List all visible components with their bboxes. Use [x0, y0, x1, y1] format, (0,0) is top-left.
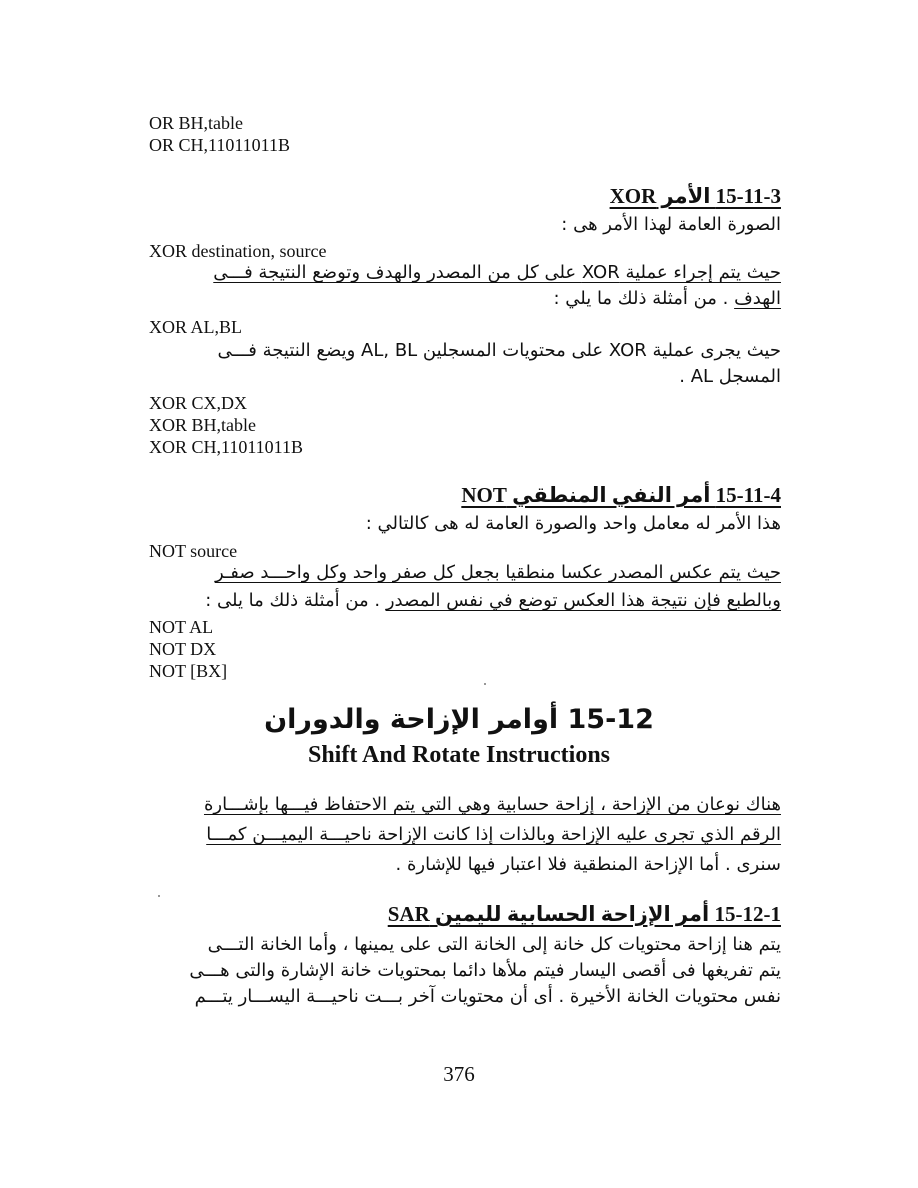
sar-paragraph-line1: يتم هنا إزاحة محتويات كل خانة إلى الخانة التى على يمينها ، وأما الخانة التـــى — [207, 934, 781, 955]
xor-syntax: XOR destination, source — [149, 241, 327, 261]
xor-example-3: XOR BH,table — [149, 415, 256, 435]
xor-example-1-description-line1: حيث يجرى عملية XOR على محتويات المسجلين AL, BL ويضع النتيجة فـــى — [217, 340, 781, 361]
xor-example-1-description-line2: المسجل AL . — [679, 366, 781, 387]
not-result-phrase: وبالطبع فإن نتيجة هذا العكس توضع في نفس المصدر — [385, 590, 781, 611]
xor-target-word: الهدف — [734, 288, 781, 309]
xor-example-4: XOR CH,11011011B — [149, 437, 304, 457]
xor-examples-intro: . من أمثلة ذلك ما يلي : — [553, 288, 735, 309]
chapter-title-english: Shift And Rotate Instructions — [307, 742, 611, 768]
not-intro: هذا الأمر له معامل واحد والصورة العامة له هى كالتالي : — [365, 513, 781, 534]
not-description-line2 — [205, 592, 781, 610]
chapter-paragraph-line2: الرقم الذي تجرى عليه الإزاحة وبالذات إذا كانت الإزاحة ناحيـــة اليميـــن كمـــا — [206, 824, 781, 845]
sar-paragraph-line3: نفس محتويات الخانة الأخيرة . أى أن محتويات آخر بـــت ناحيـــة اليســـار يتـــم — [194, 986, 781, 1007]
xor-description-line2 — [553, 290, 781, 308]
sar-paragraph-line2: يتم تفريغها فى أقصى اليسار فيتم ملأها دائما بمحتويات خانة الإشارة والتى هـــى — [189, 960, 781, 981]
chapter-paragraph-line1: هناك نوعان من الإزاحة ، إزاحة حسابية وهي التي يتم الاحتفاظ فيـــها بإشـــارة — [203, 794, 781, 815]
xor-example-1: XOR AL,BL — [149, 317, 243, 337]
sar-section-heading: 15-12-1 أمر الإزاحة الحسابية لليمين SAR — [387, 902, 781, 926]
scan-speck — [158, 895, 160, 897]
chapter-title-arabic: 15-12 أوامر الإزاحة والدوران — [264, 704, 654, 735]
not-description-line1: حيث يتم عكس المصدر عكسا منطقيا بجعل كل صفر واحد وكل واحـــد صفـر — [215, 562, 781, 583]
not-example-2: NOT DX — [149, 639, 217, 659]
page-number: 376 — [443, 1062, 475, 1086]
xor-general-form-intro: الصورة العامة لهذا الأمر هى : — [561, 214, 781, 235]
xor-section-heading: 15-11-3 الأمر XOR — [609, 184, 781, 208]
code-line-or-ch: OR CH,11011011B — [149, 135, 291, 155]
not-section-heading: 15-11-4 أمر النفي المنطقي NOT — [461, 483, 781, 507]
not-syntax: NOT source — [149, 541, 238, 561]
not-example-3: NOT [BX] — [149, 661, 228, 681]
xor-example-2: XOR CX,DX — [149, 393, 248, 413]
xor-description-line1: حيث يتم إجراء عملية XOR على كل من المصدر والهدف وتوضع النتيجة فـــى — [213, 262, 781, 283]
code-line-or-bh: OR BH,table — [149, 113, 243, 133]
not-examples-intro: . من أمثلة ذلك ما يلى : — [205, 590, 386, 611]
chapter-paragraph-line3: سنرى . أما الإزاحة المنطقية فلا اعتبار فيها للإشارة . — [395, 854, 781, 875]
not-example-1: NOT AL — [149, 617, 214, 637]
scan-speck — [484, 683, 486, 685]
